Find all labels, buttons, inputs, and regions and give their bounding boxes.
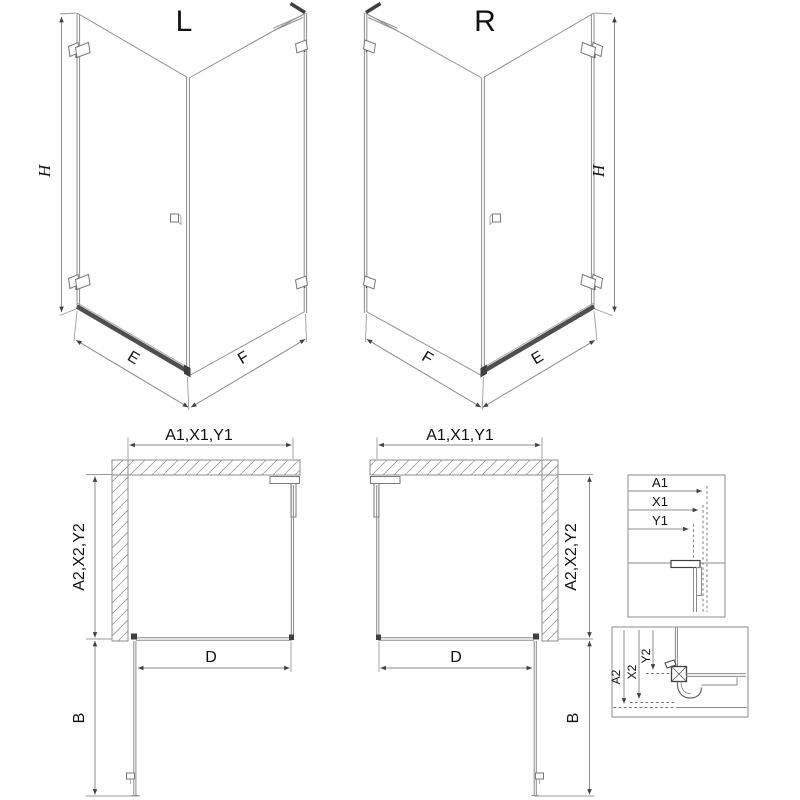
detail-frame bbox=[628, 475, 725, 617]
detail-label-y1: Y1 bbox=[652, 513, 668, 528]
side-panel bbox=[190, 13, 307, 376]
glass-section-line bbox=[675, 627, 677, 667]
detail-label-x2: X2 bbox=[625, 664, 639, 680]
plan-view-left bbox=[71, 427, 300, 796]
door-panel bbox=[77, 13, 188, 308]
front-panel-plan bbox=[378, 638, 534, 640]
support-bar-plan bbox=[371, 477, 401, 484]
corner-block bbox=[376, 635, 381, 641]
side-width-label: F bbox=[235, 348, 253, 368]
iso-view-right bbox=[364, 4, 615, 411]
detail-label-y2: Y2 bbox=[639, 648, 653, 664]
extension-line bbox=[86, 475, 112, 640]
door-width-label: E bbox=[124, 348, 143, 369]
detail-label-x1: X1 bbox=[652, 494, 668, 509]
wall-profile-section bbox=[671, 561, 702, 613]
dim-line-F bbox=[367, 339, 481, 407]
iso-view-left bbox=[35, 4, 308, 411]
wall-clamp-icon bbox=[296, 276, 308, 289]
extension-line bbox=[366, 314, 367, 342]
wall-section-top bbox=[370, 460, 558, 475]
front-panel-plan bbox=[136, 638, 292, 640]
wall-section-top bbox=[112, 460, 300, 475]
plan-view-right bbox=[370, 427, 594, 796]
corner-block bbox=[289, 635, 294, 641]
detail-vertical-offsets bbox=[609, 627, 748, 717]
door-pivot-block bbox=[131, 634, 137, 640]
height-dim-label: H bbox=[589, 164, 608, 178]
wall-bar-cap bbox=[366, 4, 381, 13]
detail-label-a2: A2 bbox=[609, 669, 623, 685]
entry-dim-label: D bbox=[205, 649, 217, 666]
side-panel bbox=[364, 13, 481, 376]
door-handle-icon bbox=[171, 214, 182, 225]
side-width-label: F bbox=[418, 348, 436, 368]
detail-label-a1: A1 bbox=[652, 475, 668, 490]
depth-dim-label: A2,X2,Y2 bbox=[563, 523, 580, 591]
width-dim-label: A1,X1,Y1 bbox=[426, 427, 494, 444]
extension-line bbox=[60, 13, 76, 316]
door-dim-label: B bbox=[565, 712, 582, 724]
detail-horizontal-offsets bbox=[628, 475, 725, 617]
variant-label-right: R bbox=[474, 5, 496, 38]
dim-line-F bbox=[191, 339, 305, 407]
extension-line bbox=[595, 13, 612, 316]
door-panel bbox=[484, 13, 595, 308]
width-dim-label: A1,X1,Y1 bbox=[165, 427, 233, 444]
wall-clamp-icon bbox=[296, 40, 308, 53]
door-handle-icon bbox=[490, 214, 501, 225]
corner-post bbox=[482, 78, 485, 377]
door-pivot-block bbox=[533, 634, 539, 640]
height-dim-label: H bbox=[35, 164, 54, 178]
support-bar-plan bbox=[270, 477, 300, 484]
reference-dash-lines bbox=[694, 486, 708, 612]
wall-section-left bbox=[112, 460, 128, 641]
wall-clamp-icon bbox=[364, 40, 376, 53]
wall-bar-cap bbox=[291, 4, 306, 13]
door-width-label: E bbox=[528, 348, 547, 369]
wall-section-right bbox=[542, 460, 558, 641]
corner-post bbox=[187, 78, 190, 377]
entry-dim-label: D bbox=[450, 649, 462, 666]
variant-label-left: L bbox=[175, 5, 193, 38]
extension-line bbox=[306, 314, 307, 342]
depth-dim-label: A2,X2,Y2 bbox=[71, 523, 88, 591]
wall-clamp-icon bbox=[364, 276, 376, 289]
door-dim-label: B bbox=[71, 712, 88, 724]
